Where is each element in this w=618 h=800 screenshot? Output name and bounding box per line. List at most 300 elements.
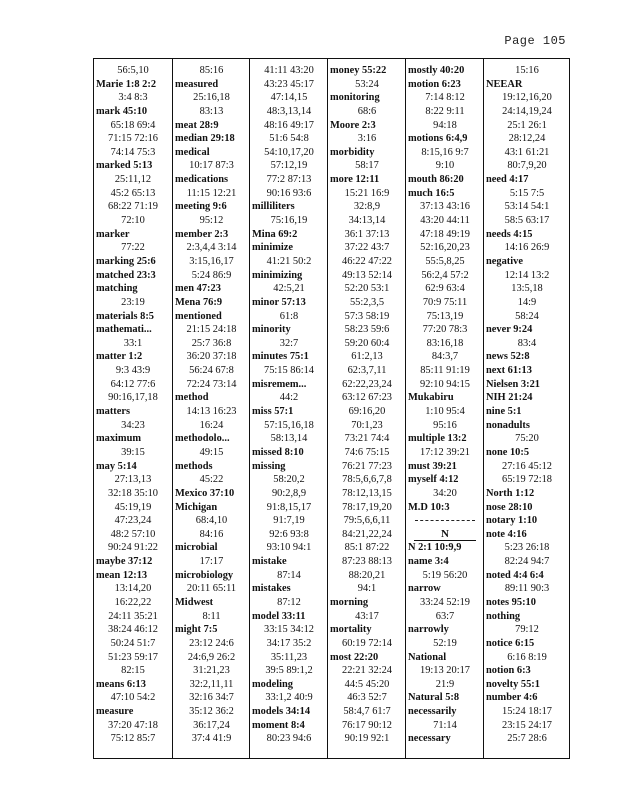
index-page-refs: 38:24 46:12 [108,624,158,636]
index-page-refs: 36:17,24 [193,719,230,731]
index-page-refs: 22:21 32:24 [342,665,392,677]
index-term: miss 57:1 [252,406,294,418]
index-page-refs: 61:2,13 [351,351,383,363]
index-page-refs: 37:13 43:16 [420,201,470,213]
index-page-refs: 45:2 65:13 [110,187,156,199]
index-page-refs: 62:9 63:4 [425,283,465,295]
index-page-refs: 44:2 [279,392,299,404]
index-term: National [408,651,447,663]
index-page-refs: 14:13 16:23 [186,406,237,418]
index-page-refs: 15:16 [515,65,539,76]
index-term: misremem... [252,378,307,390]
index-term: multiple 13:2 [408,433,467,445]
index-page-refs: 34:17 35:2 [266,637,312,649]
index-page-refs: 25:16,18 [193,92,230,104]
index-page-refs: 64:12 77:6 [110,378,156,390]
index-page-refs: 32:7 [279,337,299,349]
index-page-refs: 23:12 24:6 [189,637,234,649]
section-divider [406,514,484,528]
index-term: models 34:14 [252,706,311,718]
letter-section-header: N [414,528,476,542]
index-page-refs: 70:9 75:11 [422,296,468,308]
index-page-refs: 78:17,19,20 [342,501,392,513]
index-term: notes 95:10 [486,596,536,608]
index-page-refs: 34:13,14 [348,215,386,227]
index-page-refs: 47:10 54:2 [110,692,156,704]
index-page-refs: 65:18 69:4 [110,119,156,131]
index-page-refs: 87:12 [277,596,301,608]
index-page-refs: 76:21 77:23 [342,460,392,472]
index-page-refs: 84:16 [199,528,224,540]
index-page-refs: 33:15 34:12 [264,624,314,636]
index-term: must 39:21 [408,460,457,472]
index-page-refs: 46:22 47:22 [342,255,392,267]
index-page-refs: 53:24 [355,78,379,90]
index-page-refs: 59:20 60:4 [344,337,390,349]
index-term: medical [175,146,210,158]
index-term: notary 1:10 [486,515,538,527]
index-term: needs 4:15 [486,228,533,240]
index-page-refs: 91:8,15,17 [266,501,312,513]
index-page-refs: 69:16,20 [348,406,386,418]
index-term: Nielsen 3:21 [486,378,540,390]
index-page-refs: 1:10 95:4 [425,406,465,418]
index-page-refs: 19:13 20:17 [420,665,470,677]
index-page-refs: 75:20 [515,433,539,445]
index-page-refs: 32:2,11,11 [189,678,234,690]
index-page-refs: 68:4,10 [195,515,228,527]
index-term: necessary [408,733,451,745]
index-term: mentioned [175,310,222,322]
index-term: matched 23:3 [96,269,156,281]
index-page-refs: 3:15,16,17 [189,255,234,267]
index-page-refs: 72:24 73:14 [186,378,237,390]
index-term: Marie 1:8 2:2 [96,78,157,90]
index-page-refs: 82:15 [121,665,145,677]
index-page-refs: 6:16 8:19 [507,651,547,663]
index-page-refs: 47:14,15 [270,92,308,104]
index-term: NIH 21:24 [486,392,533,404]
index-page-refs: 19:12,16,20 [502,92,552,104]
index-page-refs: 80:7,9,20 [507,160,547,172]
index-term: M.D 10:3 [408,501,450,513]
index-term: nothing [486,610,521,622]
index-page-refs: 63:12 67:23 [342,392,392,404]
index-page-refs: 75:16,19 [270,215,308,227]
index-page-refs: 48:2 57:10 [110,528,156,540]
index-page-refs: 15:24 18:17 [502,706,552,718]
index-term: necessarily [408,706,457,718]
index-term: notice 6:15 [486,637,535,649]
index-page-refs: 82:24 94:7 [504,556,550,568]
index-page-refs: 83:4 [517,337,537,349]
index-page-refs: 41:21 50:2 [266,255,312,267]
index-page-refs: 10:17 87:3 [189,160,234,172]
index-page-refs: 61:8 [279,310,299,322]
index-term: morning [330,596,369,608]
index-term: Mena 76:9 [175,296,223,308]
word-index-table [93,58,570,759]
index-term: Michigan [175,501,218,513]
index-page-refs: 80:23 94:6 [266,733,312,745]
index-term: mathemati... [96,324,152,336]
index-term: Midwest [175,596,214,608]
index-page-refs: 87:14 [277,569,301,581]
index-term: meeting 9:6 [175,201,227,213]
index-page-refs: 78:5,6,6,7,8 [342,474,392,486]
index-page-refs: 49:13 52:14 [342,269,392,281]
index-term: name 3:4 [408,556,449,568]
index-page-refs: 50:24 51:7 [110,637,156,649]
index-column-1 [94,59,172,758]
index-term: news 52:8 [486,351,530,363]
index-term: missed 8:10 [252,446,304,458]
index-page-refs: 48:3,13,14 [266,105,312,117]
index-page-refs: 16:22,22 [114,596,152,608]
index-column-4 [327,59,406,758]
index-term: measured [175,78,219,90]
index-page-refs: 79:12 [515,624,539,636]
index-term: noted 4:4 6:4 [486,569,544,581]
index-page-refs: 75:12 85:7 [110,733,156,745]
index-term: might 7:5 [175,624,218,636]
index-page-refs: 27:16 45:12 [502,460,552,472]
index-page-refs: 48:16 49:17 [264,119,314,131]
index-term: may 5:14 [96,460,137,472]
index-page-refs: 71:14 [433,719,457,731]
index-term: motions 6:4,9 [408,133,468,145]
index-term: mean 12:13 [96,569,148,581]
index-page-refs: 54:10,17,20 [264,146,314,158]
index-page-refs: 23:19 [121,296,145,308]
index-term: Mexico 37:10 [175,487,235,499]
index-page-refs: 12:14 13:2 [504,269,550,281]
index-page-refs: 3:4 8:3 [118,92,148,104]
index-page-refs: 68:6 [357,105,377,117]
index-page-refs: 2:3,4,4 3:14 [186,242,237,254]
index-page-refs: 27:13,13 [114,474,152,486]
index-term: Mukabiru [408,392,454,404]
index-term: nonadults [486,419,530,431]
index-page-refs: 58:17 [355,160,379,172]
index-page-refs: 74:6 75:15 [344,446,390,458]
index-page-refs: 49:15 [199,446,224,458]
index-term: mistakes [252,583,291,595]
index-column-6 [483,59,570,758]
index-term: morbidity [330,146,375,158]
index-page-refs: 25:7 36:8 [191,337,232,349]
index-page-refs: 52:19 [433,637,457,649]
index-page-refs: 93:10 94:1 [266,542,312,554]
index-term: motion 6:23 [408,78,461,90]
index-term: mark 45:10 [96,105,148,117]
index-page-refs: 94:18 [433,119,457,131]
index-page-refs: 90:2,8,9 [271,487,307,499]
index-page-refs: 5:23 26:18 [504,542,550,554]
index-page-refs: 13:5,18 [511,283,543,295]
index-term: modeling [252,678,293,690]
index-page-refs: 8:11 [202,610,221,622]
index-page-refs: 58:23 59:6 [344,324,390,336]
index-page-refs: 25:11,12 [114,174,152,186]
index-page-refs: 58:20,2 [273,474,305,486]
index-term: mortality [330,624,372,636]
index-term: next 61:13 [486,365,532,377]
index-page-refs: 33:1,2 40:9 [265,692,313,704]
index-term: marked 5:13 [96,160,153,172]
index-page-refs: 71:15 72:16 [108,133,158,145]
index-term: most 22:20 [330,651,379,663]
index-page-refs: 35:11,23 [270,651,308,663]
index-term: nine 5:1 [486,406,522,418]
index-term: marking 25:6 [96,255,156,267]
index-page-refs: 57:12,19 [270,160,308,172]
index-term: median 29:18 [175,133,235,145]
index-page-refs: 77:2 87:13 [266,174,312,186]
index-page-refs: 16:24 [199,419,224,431]
index-term: measure [96,706,134,718]
index-term: methodolo... [175,433,230,445]
index-term: North 1:12 [486,487,535,499]
index-page-refs: 58:4,7 61:7 [343,706,391,718]
index-page-refs: 55:5,8,25 [425,255,465,267]
index-page-refs: 46:3 52:7 [347,692,387,704]
index-page-refs: 24:14,19,24 [502,105,552,117]
index-page-refs: 21:15 24:18 [186,324,237,336]
index-page-refs: 83:13 [199,105,224,117]
index-column-2 [172,59,250,758]
index-page-refs: 85:11 91:19 [420,365,470,377]
index-term: money 55:22 [330,65,387,76]
index-term: microbial [175,542,218,554]
index-term: much 16:5 [408,187,455,199]
index-page-refs: 57:15,16,18 [264,419,314,431]
index-page-refs: 51:6 54:8 [269,133,309,145]
index-term: mouth 86:20 [408,174,464,186]
index-page-refs: 51:23 59:17 [108,651,158,663]
index-term: medications [175,174,229,186]
index-page-refs: 9:10 [435,160,455,172]
index-page-refs: 43:17 [355,610,379,622]
index-term: men 47:23 [175,283,221,295]
index-term: moment 8:4 [252,719,305,731]
index-page-refs: 34:20 [433,487,457,499]
index-page-refs: 5:24 86:9 [191,269,232,281]
index-term: number 4:6 [486,692,538,704]
index-page-refs: 21:9 [435,678,455,690]
index-page-refs: 52:16,20,23 [420,242,470,254]
index-page-refs: 63:7 [435,610,455,622]
index-page-refs: 56:24 67:8 [189,365,234,377]
index-term: model 33:11 [252,610,306,622]
index-page-refs: 94:1 [357,583,377,595]
index-page-refs: 20:11 65:11 [186,583,237,595]
index-term: narrow [408,583,441,595]
index-term: minutes 75:1 [252,351,309,363]
index-page-refs: 9:3 43:9 [115,365,151,377]
index-page-refs: 60:19 72:14 [342,637,392,649]
index-term: Natural 5:8 [408,692,460,704]
index-term: minimizing [252,269,303,281]
index-column-3 [249,59,328,758]
index-term: N 2:1 10:9,9 [408,542,462,554]
index-page-refs: 24:6,9 26:2 [187,651,236,663]
index-page-refs: 90:16 93:6 [266,187,312,199]
index-page-refs: 11:15 12:21 [186,187,237,199]
index-page-refs: 89:11 90:3 [504,583,550,595]
index-page-refs: 72:10 [121,215,145,227]
index-term: matter 1:2 [96,351,143,363]
index-page-refs: 68:22 71:19 [108,201,158,213]
index-term: maybe 37:12 [96,556,153,568]
index-page-refs: 91:7,19 [273,515,305,527]
index-term: mostly 40:20 [408,65,465,76]
page-number: Page 105 [504,34,566,48]
index-term: materials 8:5 [96,310,154,322]
index-page-refs: 84:21,22,24 [342,528,392,540]
index-page-refs: 79:5,6,6,11 [343,515,391,527]
index-page-refs: 75:13,19 [426,310,464,322]
index-term: minority [252,324,291,336]
index-term: member 2:3 [175,228,229,240]
index-term: matching [96,283,138,295]
index-page-refs: 56:2,4 57:2 [421,269,469,281]
index-page-refs: 62:22,23,24 [342,378,392,390]
index-page-refs: 39:15 [121,446,145,458]
index-page-refs: 45:22 [199,474,224,486]
index-term: missing [252,460,286,472]
index-term: methods [175,460,213,472]
index-term: meat 28:9 [175,119,219,131]
index-page-refs: 13:14,20 [114,583,152,595]
index-page-refs: 83:16,18 [426,337,464,349]
index-term: microbiology [175,569,234,581]
index-page-refs: 34:23 [121,419,145,431]
index-page-refs: 56:5,10 [117,65,149,76]
index-term: NEEAR [486,78,523,90]
index-page-refs: 14:16 26:9 [504,242,550,254]
index-page-refs: 17:17 [199,556,224,568]
index-page-refs: 58:5 63:17 [504,215,550,227]
index-page-refs: 37:4 41:9 [191,733,232,745]
index-term: marker [96,228,130,240]
index-page-refs: 57:3 58:19 [344,310,390,322]
index-page-refs: 7:14 8:12 [425,92,465,104]
index-page-refs: 25:7 28:6 [507,733,547,745]
index-page-refs: 74:14 75:3 [110,146,156,158]
index-page-refs: 8:22 9:11 [425,105,465,117]
index-term: myself 4:12 [408,474,459,486]
index-term: matters [96,406,131,418]
index-page-refs: 5:19 56:20 [422,569,468,581]
index-page-refs: 87:23 88:13 [342,556,392,568]
index-page-refs: 90:24 91:22 [108,542,158,554]
index-term: minimize [252,242,293,254]
index-page-refs: 32:18 35:10 [108,487,158,499]
index-page-refs: 55:2,3,5 [349,296,385,308]
index-column-5 [405,59,484,758]
index-page-refs: 24:11 35:21 [108,610,158,622]
index-page-refs: 92:10 94:15 [420,378,470,390]
index-page-refs: 42:5,21 [273,283,305,295]
index-page-refs: 58:24 [515,310,539,322]
index-page-refs: 95:16 [433,419,457,431]
index-page-refs: 41:11 43:20 [264,65,314,76]
index-term: minor 57:13 [252,296,306,308]
index-page-refs: 85:1 87:22 [344,542,390,554]
index-page-refs: 3:16 [357,133,377,145]
index-page-refs: 31:21,23 [193,665,230,677]
index-term: none 10:5 [486,446,530,458]
index-page-refs: 47:18 49:19 [420,228,470,240]
index-page-refs: 33:24 52:19 [420,596,470,608]
index-page-refs: 25:1 26:1 [507,119,547,131]
index-page-refs: 36:1 37:13 [344,228,390,240]
index-page-refs: 37:20 47:18 [108,719,158,731]
index-page-refs: 70:1,23 [351,419,383,431]
index-term: notion 6:3 [486,665,531,677]
index-page-refs: 43:1 61:21 [504,146,550,158]
index-page-refs: 95:12 [199,215,224,227]
index-page-refs: 53:14 54:1 [504,201,550,213]
index-page-refs: 39:5 89:1,2 [265,665,313,677]
index-page-refs: 35:12 36:2 [189,706,234,718]
index-page-refs: 84:3,7 [431,351,459,363]
index-page-refs: 14:9 [517,296,537,308]
index-page-refs: 85:16 [199,65,224,76]
index-page-refs: 5:15 7:5 [509,187,545,199]
index-term: milliliters [252,201,295,213]
index-page-refs: 77:22 [121,242,145,254]
index-term: note 4:16 [486,528,527,540]
index-term: monitoring [330,92,380,104]
index-page-refs: 58:13,14 [270,433,308,445]
index-term: never 9:24 [486,324,533,336]
index-page-refs: 43:23 45:17 [264,78,314,90]
index-page-refs: 32:16 34:7 [189,692,234,704]
index-term: nose 28:10 [486,501,533,513]
index-page-refs: 52:20 53:1 [344,283,390,295]
index-page-refs: 45:19,19 [114,501,152,513]
index-term: negative [486,255,523,267]
index-term: mistake [252,556,287,568]
index-page-refs: 78:12,13,15 [342,487,392,499]
index-page-refs: 62:3,7,11 [347,365,387,377]
index-page-refs: 33:1 [123,337,143,349]
index-page-refs: 43:20 44:11 [420,215,470,227]
index-page-refs: 8:15,16 9:7 [421,146,469,158]
index-page-refs: 90:19 92:1 [344,733,390,745]
index-page-refs: 32:8,9 [353,201,381,213]
index-term: novelty 55:1 [486,678,540,690]
index-page-refs: 15:21 16:9 [344,187,390,199]
index-term: narrowly [408,624,449,636]
index-page-refs: 77:20 78:3 [422,324,468,336]
index-page-refs: 37:22 43:7 [344,242,390,254]
index-term: more 12:11 [330,174,380,186]
index-term: method [175,392,209,404]
index-page-refs: 90:16,17,18 [108,392,158,404]
index-term: means 6:13 [96,678,146,690]
index-term: need 4:17 [486,174,529,186]
index-page-refs: 36:20 37:18 [186,351,237,363]
index-term: Mina 69:2 [252,228,298,240]
index-page-refs: 28:12,24 [508,133,546,145]
index-term: Moore 2:3 [330,119,376,131]
index-page-refs: 88:20,21 [348,569,386,581]
index-page-refs: 47:23,24 [114,515,152,527]
index-page-refs: 92:6 93:8 [269,528,309,540]
